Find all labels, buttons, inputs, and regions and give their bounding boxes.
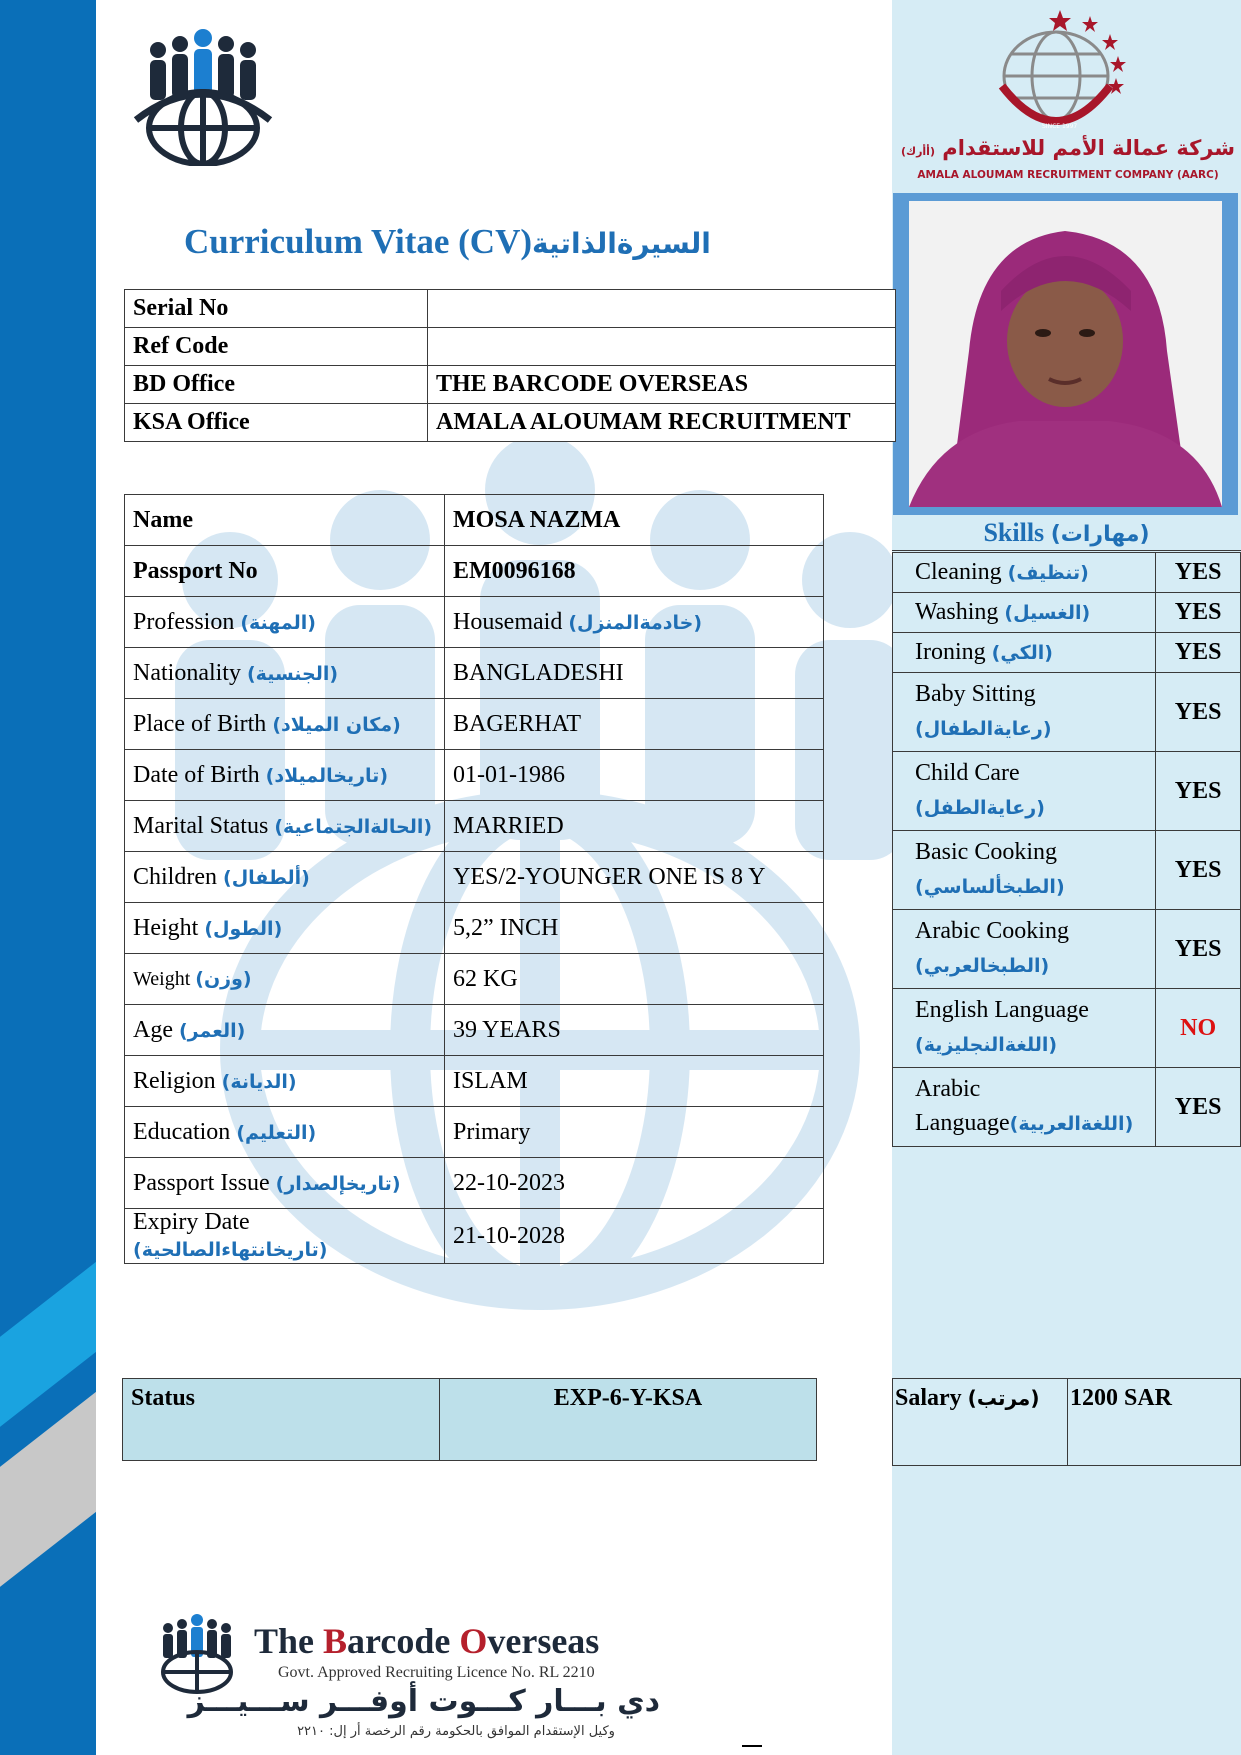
detail-label: [125, 597, 445, 648]
page-mark: [742, 1745, 762, 1747]
office-info-row: [125, 290, 896, 328]
detail-label-en: Children: [133, 863, 223, 890]
skill-label: [893, 553, 1156, 593]
footer-licence: Govt. Approved Recruiting Licence No. RL 2210: [278, 1664, 595, 1681]
detail-value: [445, 1107, 824, 1158]
detail-row: [125, 1107, 824, 1158]
skills-table: [892, 552, 1241, 1147]
barcode-overseas-logo-icon: [132, 28, 274, 166]
skill-row: [893, 633, 1241, 673]
salary-row: [893, 1379, 1241, 1466]
detail-label-ar: (تاريخانتهاءالصالحية): [133, 1239, 328, 1261]
footer-brand-arabic: دي بـــار كـــوت أوفـــر ســـيـــز: [187, 1684, 660, 1719]
detail-label-en: Passport No: [133, 557, 258, 584]
skill-label-en: Baby Sitting: [915, 681, 1036, 708]
detail-label: [125, 1158, 445, 1209]
office-info-value: [428, 328, 896, 366]
skill-label: [893, 910, 1156, 989]
detail-label-ar: (العمر): [178, 1019, 246, 1042]
detail-label-ar: (الديانة): [221, 1070, 297, 1093]
seal-text: SINCE 1997: [1042, 123, 1078, 130]
detail-row: [125, 1158, 824, 1209]
detail-label-en: Marital Status: [133, 812, 275, 839]
detail-label-ar: (الحالةالجتماعية): [274, 815, 433, 838]
detail-value-en: EM0096168: [453, 557, 576, 584]
detail-row: [125, 954, 824, 1005]
company-name-arabic-abbr: (أأرك): [900, 145, 935, 158]
skill-label: [893, 633, 1156, 673]
skill-label-ar: (رعايةالطفال): [915, 718, 1052, 740]
detail-row: [125, 750, 824, 801]
footer-brand: [254, 1620, 599, 1662]
detail-value-en: 22-10-2023: [453, 1169, 565, 1196]
office-info-value: THE BARCODE OVERSEAS: [428, 366, 896, 404]
detail-value-en: MARRIED: [453, 812, 564, 839]
office-info-value: [428, 290, 896, 328]
skill-label: [893, 673, 1156, 752]
salary-table: [892, 1378, 1241, 1466]
skill-row: [893, 989, 1241, 1068]
detail-label-ar: (التعليم): [236, 1121, 317, 1144]
detail-row: [125, 699, 824, 750]
detail-value-en: Primary: [453, 1118, 531, 1145]
skill-label-ar: (الغسيل): [1004, 601, 1091, 624]
detail-label: [125, 954, 445, 1005]
candidate-photo: [909, 201, 1222, 507]
detail-label-en: Expiry Date: [133, 1209, 250, 1235]
detail-value-en: 39 YEARS: [453, 1016, 561, 1043]
skill-row: [893, 910, 1241, 989]
company-name-arabic: [900, 136, 1236, 160]
detail-label: [125, 495, 445, 546]
detail-value-en: BANGLADESHI: [453, 659, 624, 686]
detail-label-ar: (مكان الميلاد): [272, 713, 401, 736]
skill-label-en: Arabic Cooking: [915, 918, 1069, 945]
salary-label-en: Salary: [895, 1385, 968, 1411]
skill-row: [893, 1068, 1241, 1147]
detail-row: [125, 597, 824, 648]
detail-value-en: BAGERHAT: [453, 710, 582, 737]
detail-label-ar: (الجنسية): [246, 662, 339, 685]
detail-label-en: Name: [133, 506, 193, 533]
detail-label-en: Profession: [133, 608, 241, 635]
skill-label: [893, 593, 1156, 633]
office-info-value: AMALA ALOUMAM RECRUITMENT: [428, 404, 896, 442]
salary-label-ar: (مرتب): [967, 1386, 1040, 1410]
footer-brand-b: B: [323, 1621, 348, 1661]
skill-label-ar: (الطبخالعربي): [915, 955, 1050, 977]
footer-brand-post: verseas: [487, 1621, 600, 1661]
office-info-label: Ref Code: [125, 328, 428, 366]
detail-label-en: Height: [133, 914, 205, 941]
skills-heading-ar: (مهارات): [1050, 522, 1150, 547]
skill-label-ar: (رعايةالطفل): [915, 797, 1045, 819]
office-info-row: [125, 404, 896, 442]
detail-label-en: Date of Birth: [133, 761, 266, 788]
footer-brand-pre: The: [254, 1621, 324, 1661]
skill-row: [893, 553, 1241, 593]
skill-label-en: Ironing: [915, 638, 992, 665]
photo-frame: [893, 193, 1238, 515]
office-info-table: [124, 289, 896, 442]
detail-value-en: 01-01-1986: [453, 761, 565, 788]
detail-label: [125, 648, 445, 699]
detail-label-ar: (المهنة): [240, 611, 316, 634]
skill-label: [893, 1068, 1156, 1147]
detail-label-ar: (تاريخإلصدار): [275, 1172, 401, 1195]
detail-row: [125, 648, 824, 699]
skill-label-en: Child Care: [915, 760, 1020, 787]
skill-label-ar: (الكي): [991, 641, 1053, 664]
left-decorative-band: [0, 0, 96, 1755]
skill-value: YES: [1156, 593, 1241, 633]
skill-label-en: Washing: [915, 598, 1005, 625]
skill-label-en: Basic Cooking: [915, 839, 1057, 866]
detail-label: [125, 1056, 445, 1107]
detail-row: [125, 495, 824, 546]
candidate-details-table: [124, 494, 824, 1264]
detail-value-en: ISLAM: [453, 1067, 528, 1094]
office-info-label: KSA Office: [125, 404, 428, 442]
detail-label: [125, 1107, 445, 1158]
detail-label: [125, 699, 445, 750]
detail-label-en: Weight: [133, 967, 196, 990]
skill-value: NO: [1156, 989, 1241, 1068]
skill-label-ar: (تنظيف): [1007, 561, 1089, 584]
skill-row: [893, 593, 1241, 633]
detail-label: [125, 750, 445, 801]
detail-row: [125, 801, 824, 852]
status-value: EXP-6-Y-KSA: [440, 1379, 817, 1461]
detail-row: [125, 1056, 824, 1107]
skill-value: YES: [1156, 633, 1241, 673]
skill-label-en2: Language: [915, 1110, 1010, 1136]
skill-value: YES: [1156, 752, 1241, 831]
skill-label-ar: (اللغةالعربية): [1009, 1113, 1134, 1135]
detail-value: [445, 954, 824, 1005]
skill-row: [893, 752, 1241, 831]
status-table: [122, 1378, 817, 1461]
detail-label: [125, 852, 445, 903]
skill-label-ar: (الطبخألساسي): [915, 876, 1065, 898]
skill-value: YES: [1156, 910, 1241, 989]
skills-heading-en: Skills: [983, 518, 1051, 547]
office-info-rows: [125, 290, 896, 442]
candidate-details-rows: [125, 495, 824, 1264]
detail-value-en: MOSA NAZMA: [453, 506, 621, 533]
detail-value-en: 5,2” INCH: [453, 914, 559, 941]
skill-label-ar: (اللغةالنجليزية): [915, 1034, 1058, 1056]
detail-value-ar: (خادمةالمنزل): [568, 611, 702, 634]
detail-value: [445, 546, 824, 597]
detail-label: [125, 1209, 445, 1264]
detail-value-en: 21-10-2028: [453, 1222, 565, 1249]
detail-value: [445, 750, 824, 801]
skill-label: [893, 752, 1156, 831]
detail-label-en: Place of Birth: [133, 710, 273, 737]
skills-rows: [893, 553, 1241, 1147]
salary-label: [893, 1379, 1068, 1466]
skill-label-en: Cleaning: [915, 558, 1008, 585]
detail-label-en: Education: [133, 1118, 237, 1145]
detail-label-ar: (الطول): [204, 917, 283, 940]
skill-value: YES: [1156, 1068, 1241, 1147]
detail-value: [445, 903, 824, 954]
detail-value: [445, 1005, 824, 1056]
detail-value: [445, 597, 824, 648]
detail-label: [125, 801, 445, 852]
skill-value: YES: [1156, 831, 1241, 910]
detail-label-ar: (ألطفال): [223, 866, 310, 889]
detail-label-en: Nationality: [133, 659, 247, 686]
footer-brand-mid: arcode: [347, 1621, 460, 1661]
detail-label-en: Passport Issue: [133, 1169, 276, 1196]
skill-row: [893, 673, 1241, 752]
status-row: [123, 1379, 817, 1461]
detail-value: [445, 1209, 824, 1264]
company-name-english: AMALA ALOUMAM RECRUITMENT COMPANY (AARC): [917, 169, 1219, 181]
footer-licence-arabic: وكيل الإستقدام الموافق بالحكومة رقم الرخصة أر إل: ٢٢١٠: [297, 1724, 615, 1739]
status-label: Status: [123, 1379, 440, 1461]
detail-value: [445, 852, 824, 903]
company-name-arabic-text: شركة عمالة الأمم للاستقدام: [942, 136, 1236, 160]
title-english: Curriculum Vitae (CV): [184, 222, 533, 261]
detail-value: [445, 495, 824, 546]
detail-label-en: Age: [133, 1016, 179, 1043]
office-info-row: [125, 366, 896, 404]
detail-label: [125, 903, 445, 954]
office-info-label: BD Office: [125, 366, 428, 404]
detail-value: [445, 1158, 824, 1209]
skill-value: YES: [1156, 673, 1241, 752]
skill-label: [893, 831, 1156, 910]
page-title: [184, 222, 711, 262]
aarc-globe-logo-icon: [990, 6, 1140, 134]
detail-label-ar: (وزن): [195, 967, 252, 990]
office-info-row: [125, 328, 896, 366]
detail-label: [125, 546, 445, 597]
detail-label-ar: (تاريخالميلاد): [265, 764, 388, 787]
skill-label-en: Arabic: [915, 1076, 981, 1103]
skills-heading: [892, 518, 1241, 551]
detail-label-en: Religion: [133, 1067, 222, 1094]
detail-row: [125, 852, 824, 903]
detail-row: [125, 546, 824, 597]
skill-value: YES: [1156, 553, 1241, 593]
detail-value-en: 62 KG: [453, 965, 518, 992]
title-arabic: السيرةالذاتية: [532, 227, 711, 260]
detail-row: [125, 1005, 824, 1056]
footer-logo-icon: [154, 1614, 240, 1694]
footer-brand-o: O: [459, 1621, 488, 1661]
detail-value: [445, 801, 824, 852]
salary-value: 1200 SAR: [1068, 1379, 1241, 1466]
detail-row: [125, 1209, 824, 1264]
skill-label: [893, 989, 1156, 1068]
detail-value-en: YES/2-YOUNGER ONE IS 8 Y: [453, 863, 766, 890]
skill-row: [893, 831, 1241, 910]
detail-value-en: Housemaid: [453, 608, 569, 635]
detail-label: [125, 1005, 445, 1056]
detail-row: [125, 903, 824, 954]
detail-value: [445, 648, 824, 699]
office-info-label: Serial No: [125, 290, 428, 328]
detail-value: [445, 1056, 824, 1107]
skill-label-en: English Language: [915, 997, 1089, 1024]
detail-value: [445, 699, 824, 750]
